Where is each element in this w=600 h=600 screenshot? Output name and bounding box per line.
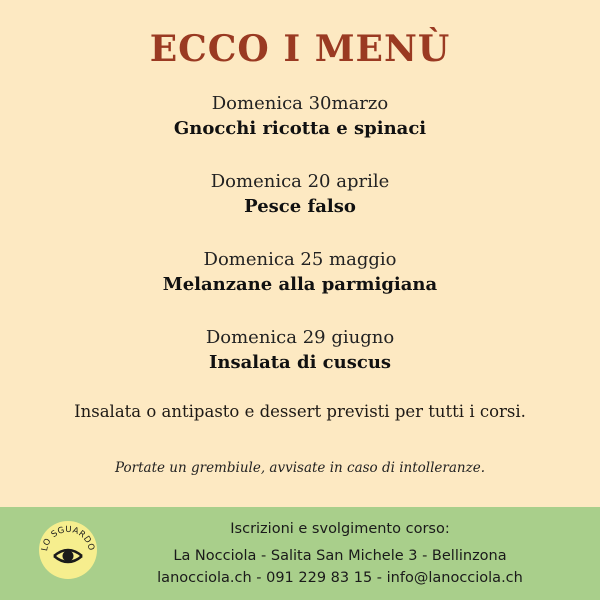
footer-heading: Iscrizioni e svolgimento corso:	[230, 521, 450, 537]
menu-date: Domenica 29 giugno	[205, 327, 395, 348]
footer-address: La Nocciola - Salita San Michele 3 - Bellinzona	[173, 548, 507, 564]
eye-circle-logo	[38, 520, 98, 580]
menu-dish: Pesce falso	[244, 196, 356, 217]
menu-list	[0, 92, 600, 404]
footer-contacts: lanocciola.ch - 091 229 83 15 - info@lanocciola.ch	[157, 570, 523, 586]
courses-note: Insalata o antipasto e dessert previsti per tutti i corsi.	[74, 402, 526, 421]
menu-item	[0, 326, 600, 404]
page-title: ECCO I MENÙ	[149, 28, 451, 70]
menu-dish: Gnocchi ricotta e spinaci	[173, 118, 427, 139]
menu-date: Domenica 25 maggio	[203, 249, 397, 270]
logo-text: LO SGUARDO	[40, 524, 97, 553]
apron-tip: Portate un grembiule, avvisate in caso di intolleranze.	[115, 460, 485, 476]
menu-item	[0, 92, 600, 170]
menu-date: Domenica 20 aprile	[210, 171, 390, 192]
menu-dish: Insalata di cuscus	[208, 352, 392, 373]
menu-item	[0, 248, 600, 326]
menu-dish: Melanzane alla parmigiana	[162, 274, 438, 295]
menu-date: Domenica 30marzo	[211, 93, 389, 114]
menu-item	[0, 170, 600, 248]
